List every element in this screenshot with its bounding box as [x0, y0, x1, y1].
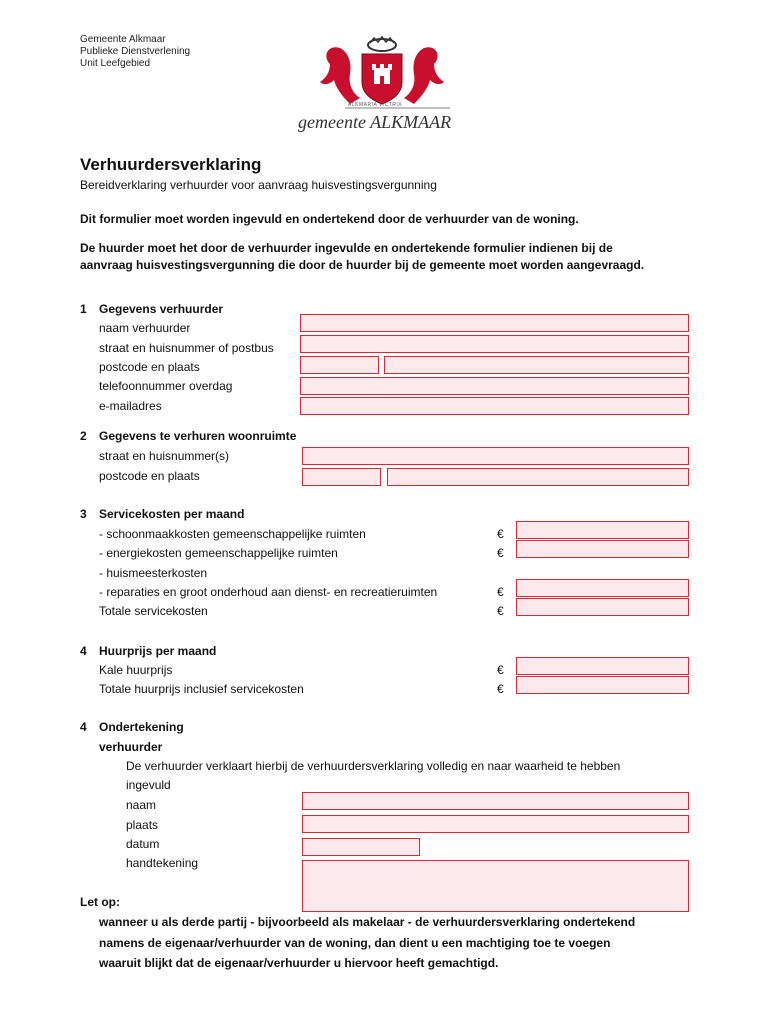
label-schoonmaakkosten: - schoonmaakkosten gemeenschappelijke ruimten — [99, 527, 366, 541]
statement-line1: De verhuurder verklaart hierbij de verhuurdersverklaring volledig en naar waarheid te hebben — [126, 759, 621, 773]
section-3-number: 3 — [80, 507, 87, 521]
section-5-subtitle: verhuurder — [99, 740, 163, 754]
euro-sign: € — [497, 604, 504, 618]
section-1-title: Gegevens verhuurder — [99, 302, 224, 316]
intro-submission-line1: De huurder moet het door de verhuurder ingevulde en ondertekende formulier indienen bij de — [80, 241, 613, 255]
totale-huurprijs-input[interactable] — [516, 676, 689, 694]
naam-ondertekening-input[interactable] — [302, 792, 689, 810]
org-name: Gemeente Alkmaar — [80, 34, 166, 45]
section-1-number: 1 — [80, 302, 87, 316]
section-4-number: 4 — [80, 644, 87, 658]
org-unit: Unit Leefgebied — [80, 58, 151, 69]
label-totale-servicekosten: Totale servicekosten — [99, 604, 208, 618]
label-straat-verhuurder: straat en huisnummer of postbus — [99, 341, 274, 355]
page-title: Verhuurdersverklaring — [80, 155, 262, 174]
schoonmaakkosten-input[interactable] — [516, 521, 689, 539]
section-5-number: 4 — [80, 720, 87, 734]
logo-wordmark: gemeente ALKMAAR — [298, 112, 452, 132]
intro-instruction: Dit formulier moet worden ingevuld en ondertekend door de verhuurder van de woning. — [80, 212, 579, 226]
label-totale-huurprijs: Totale huurprijs inclusief servicekosten — [99, 682, 304, 696]
label-naam-verhuurder: naam verhuurder — [99, 321, 191, 335]
euro-sign: € — [497, 663, 504, 677]
label-postcode-woonruimte: postcode en plaats — [99, 469, 200, 483]
org-department: Publieke Dienstverlening — [80, 46, 191, 57]
label-plaats: plaats — [126, 818, 159, 832]
intro-submission-line2: aanvraag huisvestingsvergunning die door de huurder bij de gemeente moet worden aangevraagd. — [80, 258, 645, 272]
euro-sign: € — [497, 682, 504, 696]
label-huismeesterkosten: - huismeesterkosten — [99, 566, 208, 580]
label-naam: naam — [126, 798, 157, 812]
note-line2: namens de eigenaar/verhuurder van de woning, dan dient u een machtiging toe te voegen — [99, 936, 611, 950]
label-energiekosten: - energiekosten gemeenschappelijke ruimten — [99, 546, 338, 560]
note-line3: waaruit blijkt dat de eigenaar/verhuurder u hiervoor heeft gemachtigd. — [99, 956, 499, 970]
euro-sign: € — [497, 546, 504, 560]
label-telefoon-verhuurder: telefoonnummer overdag — [99, 379, 233, 393]
logo-motto: ALKMARIA VICTRIX — [348, 102, 403, 108]
page-subtitle: Bereidverklaring verhuurder voor aanvraag huisvestingsvergunning — [80, 178, 437, 192]
datum-ondertekening-input[interactable] — [302, 838, 420, 856]
plaats-verhuurder-input[interactable] — [384, 356, 689, 374]
kale-huurprijs-input[interactable] — [516, 657, 689, 675]
postcode-woonruimte-input[interactable] — [302, 468, 381, 486]
note-heading: Let op: — [80, 895, 120, 909]
label-straat-woonruimte: straat en huisnummer(s) — [99, 449, 230, 463]
handtekening-input[interactable] — [302, 860, 689, 912]
email-verhuurder-input[interactable] — [300, 397, 689, 415]
label-postcode-verhuurder: postcode en plaats — [99, 360, 200, 374]
totale-servicekosten-input[interactable] — [516, 598, 689, 616]
label-reparaties: - reparaties en groot onderhoud aan dienst- en recreatieruimten — [99, 585, 438, 599]
label-email-verhuurder: e-mailadres — [99, 399, 162, 413]
postcode-verhuurder-input[interactable] — [300, 356, 379, 374]
section-2-title: Gegevens te verhuren woonruimte — [99, 429, 297, 443]
euro-sign: € — [497, 527, 504, 541]
plaats-ondertekening-input[interactable] — [302, 815, 689, 833]
label-kale-huurprijs: Kale huurprijs — [99, 663, 173, 677]
label-datum: datum — [126, 837, 160, 851]
statement-line2: ingevuld — [126, 778, 171, 792]
section-2-number: 2 — [80, 429, 87, 443]
section-4-title: Huurprijs per maand — [99, 644, 217, 658]
label-handtekening: handtekening — [126, 856, 199, 870]
straat-woonruimte-input[interactable] — [302, 447, 689, 465]
energiekosten-input[interactable] — [516, 540, 689, 558]
section-5-title: Ondertekening — [99, 720, 184, 734]
gemeente-alkmaar-logo — [290, 34, 475, 134]
plaats-woonruimte-input[interactable] — [387, 468, 689, 486]
telefoon-verhuurder-input[interactable] — [300, 377, 689, 395]
section-3-title: Servicekosten per maand — [99, 507, 245, 521]
reparaties-input[interactable] — [516, 579, 689, 597]
euro-sign: € — [497, 585, 504, 599]
straat-verhuurder-input[interactable] — [300, 335, 689, 353]
naam-verhuurder-input[interactable] — [300, 314, 689, 332]
note-line1: wanneer u als derde partij - bijvoorbeeld als makelaar - de verhuurdersverklaring ondertekend — [99, 915, 636, 929]
